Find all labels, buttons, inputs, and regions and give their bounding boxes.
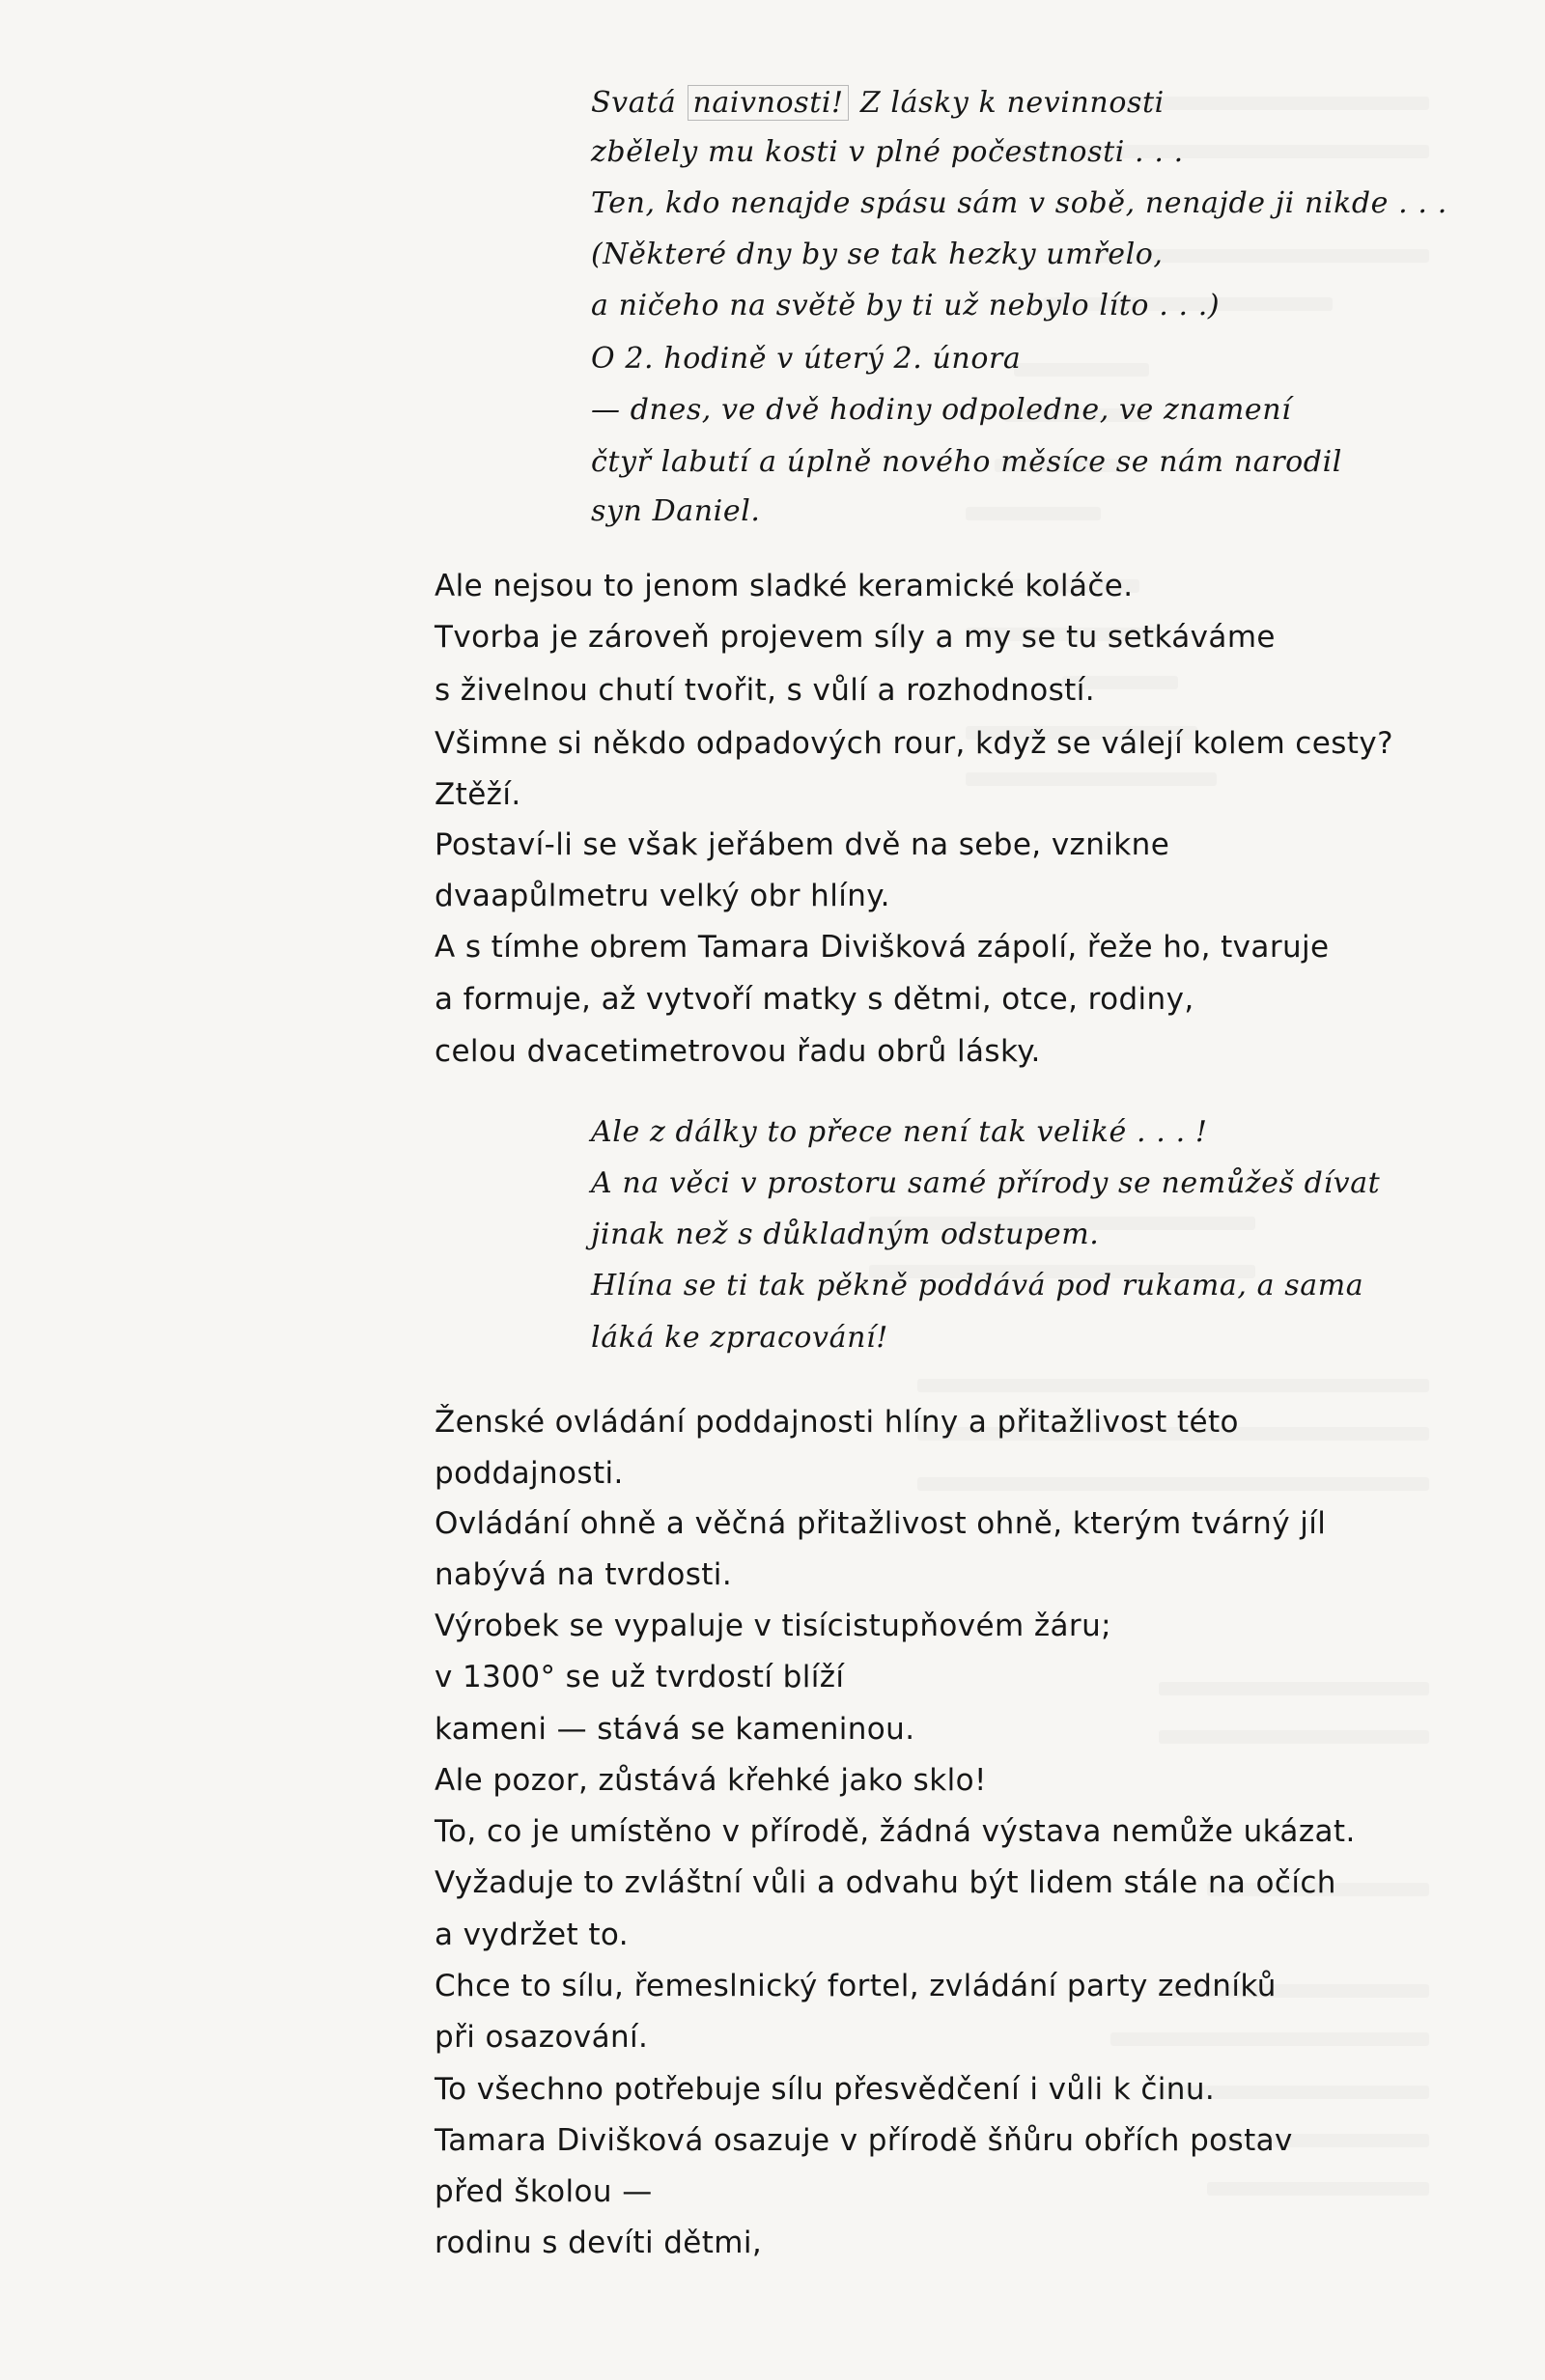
prose-line: Ale nejsou to jenom sladké keramické koláče. xyxy=(435,569,1134,603)
prose-line: Ztěží. xyxy=(435,777,521,812)
poem-line-text: Svatá xyxy=(591,86,687,120)
poem-line: (Některé dny by se tak hezky umřelo, xyxy=(591,238,1164,271)
prose-line: při osazování. xyxy=(435,2020,649,2055)
poem-line: Ale z dálky to přece není tak veliké . . . ! xyxy=(591,1115,1208,1149)
poem-line: Hlína se ti tak pěkně poddává pod rukama, a sama xyxy=(591,1269,1364,1302)
prose-line: Postaví-li se však jeřábem dvě na sebe, vznikne xyxy=(435,827,1170,862)
prose-line: poddajnosti. xyxy=(435,1456,624,1491)
prose-line: Výrobek se vypaluje v tisícistupňovém žáru; xyxy=(435,1609,1111,1643)
poem-line: — dnes, ve dvě hodiny odpoledne, ve znamení xyxy=(591,393,1292,427)
poem-line xyxy=(591,86,1165,120)
prose-line: dvaapůlmetru velký obr hlíny. xyxy=(435,879,890,913)
prose-line: Tamara Divišková osazuje v přírodě šňůru obřích postav xyxy=(435,2123,1293,2158)
prose-line: Ale pozor, zůstává křehké jako sklo! xyxy=(435,1763,987,1798)
prose-line: nabývá na tvrdosti. xyxy=(435,1557,733,1592)
prose-line: To, co je umístěno v přírodě, žádná výstava nemůže ukázat. xyxy=(435,1814,1356,1849)
boxed-word: naivnosti! xyxy=(688,85,848,121)
prose-line: a vydržet to. xyxy=(435,1918,629,1952)
poem-line: jinak než s důkladným odstupem. xyxy=(591,1218,1100,1251)
prose-line: před školou — xyxy=(435,2174,653,2209)
poem-line: čtyř labutí a úplně nového měsíce se nám narodil xyxy=(591,445,1342,479)
prose-line: Vyžaduje to zvláštní vůli a odvahu být lidem stále na očích xyxy=(435,1865,1336,1900)
prose-line: s živelnou chutí tvořit, s vůlí a rozhodností. xyxy=(435,673,1095,708)
poem-line: A na věci v prostoru samé přírody se nemůžeš dívat xyxy=(591,1166,1381,1200)
prose-line: celou dvacetimetrovou řadu obrů lásky. xyxy=(435,1034,1041,1069)
poem-line-text: Z lásky k nevinnosti xyxy=(850,86,1165,120)
prose-line: Ovládání ohně a věčná přitažlivost ohně, kterým tvárný jíl xyxy=(435,1506,1327,1541)
prose-line: rodinu s devíti dětmi, xyxy=(435,2226,763,2260)
prose-line: kameni — stává se kameninou. xyxy=(435,1712,915,1747)
poem-line: a ničeho na světě by ti už nebylo líto . . .) xyxy=(591,289,1221,322)
prose-line: v 1300° se už tvrdostí blíží xyxy=(435,1660,845,1694)
poem-line: syn Daniel. xyxy=(591,494,761,528)
prose-line: Chce to sílu, řemeslnický fortel, zvládání party zedníků xyxy=(435,1969,1277,2003)
prose-line: Ženské ovládání poddajnosti hlíny a přitažlivost této xyxy=(435,1405,1239,1440)
poem-line: zbělely mu kosti v plné počestnosti . . . xyxy=(591,135,1184,169)
prose-line: a formuje, až vytvoří matky s dětmi, otce, rodiny, xyxy=(435,982,1194,1017)
prose-line: Všimne si někdo odpadových rour, když se válejí kolem cesty? xyxy=(435,726,1393,761)
poem-line: láká ke zpracování! xyxy=(591,1321,888,1355)
prose-line: Tvorba je zároveň projevem síly a my se tu setkáváme xyxy=(435,620,1276,655)
poem-line: O 2. hodině v úterý 2. února xyxy=(591,342,1022,376)
prose-line: To všechno potřebuje sílu přesvědčení i vůli k činu. xyxy=(435,2072,1216,2107)
prose-line: A s tímhe obrem Tamara Divišková zápolí, řeže ho, tvaruje xyxy=(435,930,1330,965)
poem-line: Ten, kdo nenajde spásu sám v sobě, nenajde ji nikde . . . xyxy=(591,186,1447,220)
